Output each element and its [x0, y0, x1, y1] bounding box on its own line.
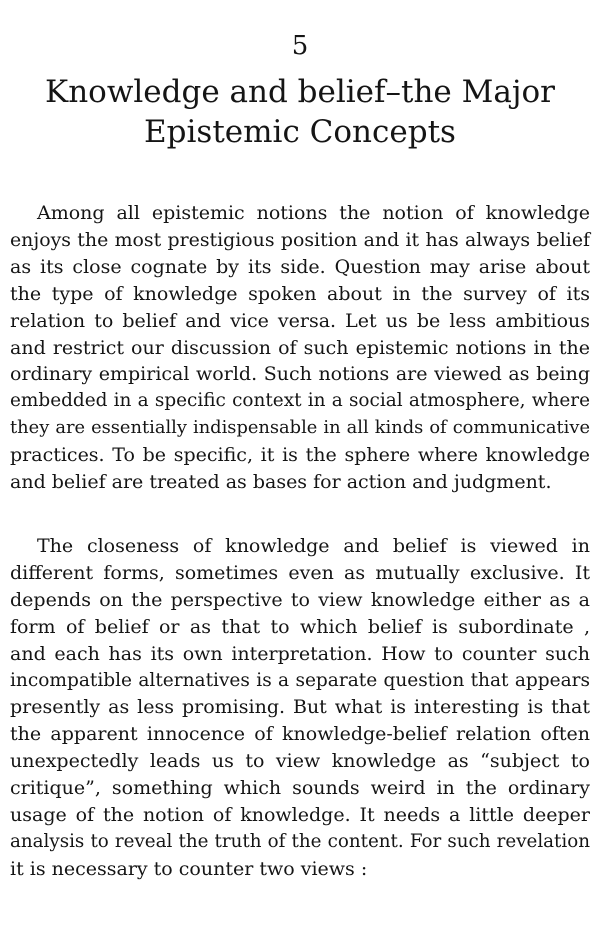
chapter-title [0, 72, 600, 152]
text-line: practices. To be specific, it is the sphere where knowledge [10, 444, 590, 467]
text-line: enjoys the most prestigious position and it has always belief [10, 228, 590, 251]
paragraph-1 [10, 200, 590, 496]
text-line: ordinary empirical world. Such notions are viewed as being [10, 363, 590, 386]
text-line: as its close cognate by its side. Question may arise about [10, 255, 590, 278]
text-line: and restrict our discussion of such epistemic notions in the [10, 336, 590, 359]
text-line: usage of the notion of knowledge. It needs a little deeper [10, 804, 590, 827]
text-line: The closeness of knowledge and belief is viewed in [37, 535, 590, 557]
text-line: the type of knowledge spoken about in the survey of its [10, 282, 590, 305]
text-line: critique”, something which sounds weird in the ordinary [10, 777, 590, 800]
text-line: analysis to reveal the truth of the content. For such revelation [10, 830, 590, 852]
paragraph-2 [10, 533, 590, 883]
text-line: unexpectedly leads us to view knowledge as “subject to [10, 750, 590, 773]
text-line: the apparent innocence of knowledge-belief relation often [10, 723, 590, 746]
chapter-title-line-1: Knowledge and belief–the Major [45, 74, 555, 110]
text-line: relation to belief and vice versa. Let us be less ambitious [10, 309, 590, 332]
text-line: depends on the perspective to view knowledge either as a [10, 588, 590, 611]
text-line: different forms, sometimes even as mutually exclusive. It [10, 561, 590, 584]
text-line: they are essentially indispensable in all kinds of communicative [10, 417, 590, 439]
text-line: form of belief or as that to which belief is subordinate , [10, 615, 590, 638]
text-line: incompatible alternatives is a separate question that appears [10, 669, 590, 691]
text-line: and belief are treated as bases for action and judgment. [10, 471, 552, 494]
text-line: and each has its own interpretation. How to counter such [10, 642, 590, 665]
text-line: it is necessary to counter two views : [10, 857, 368, 880]
text-line: Among all epistemic notions the notion of knowledge [37, 202, 590, 224]
chapter-number: 5 [291, 31, 309, 61]
text-line: embedded in a specific context in a social atmosphere, where [10, 390, 590, 412]
chapter-title-line-2: Epistemic Concepts [144, 114, 456, 150]
text-line: presently as less promising. But what is interesting is that [10, 696, 590, 719]
